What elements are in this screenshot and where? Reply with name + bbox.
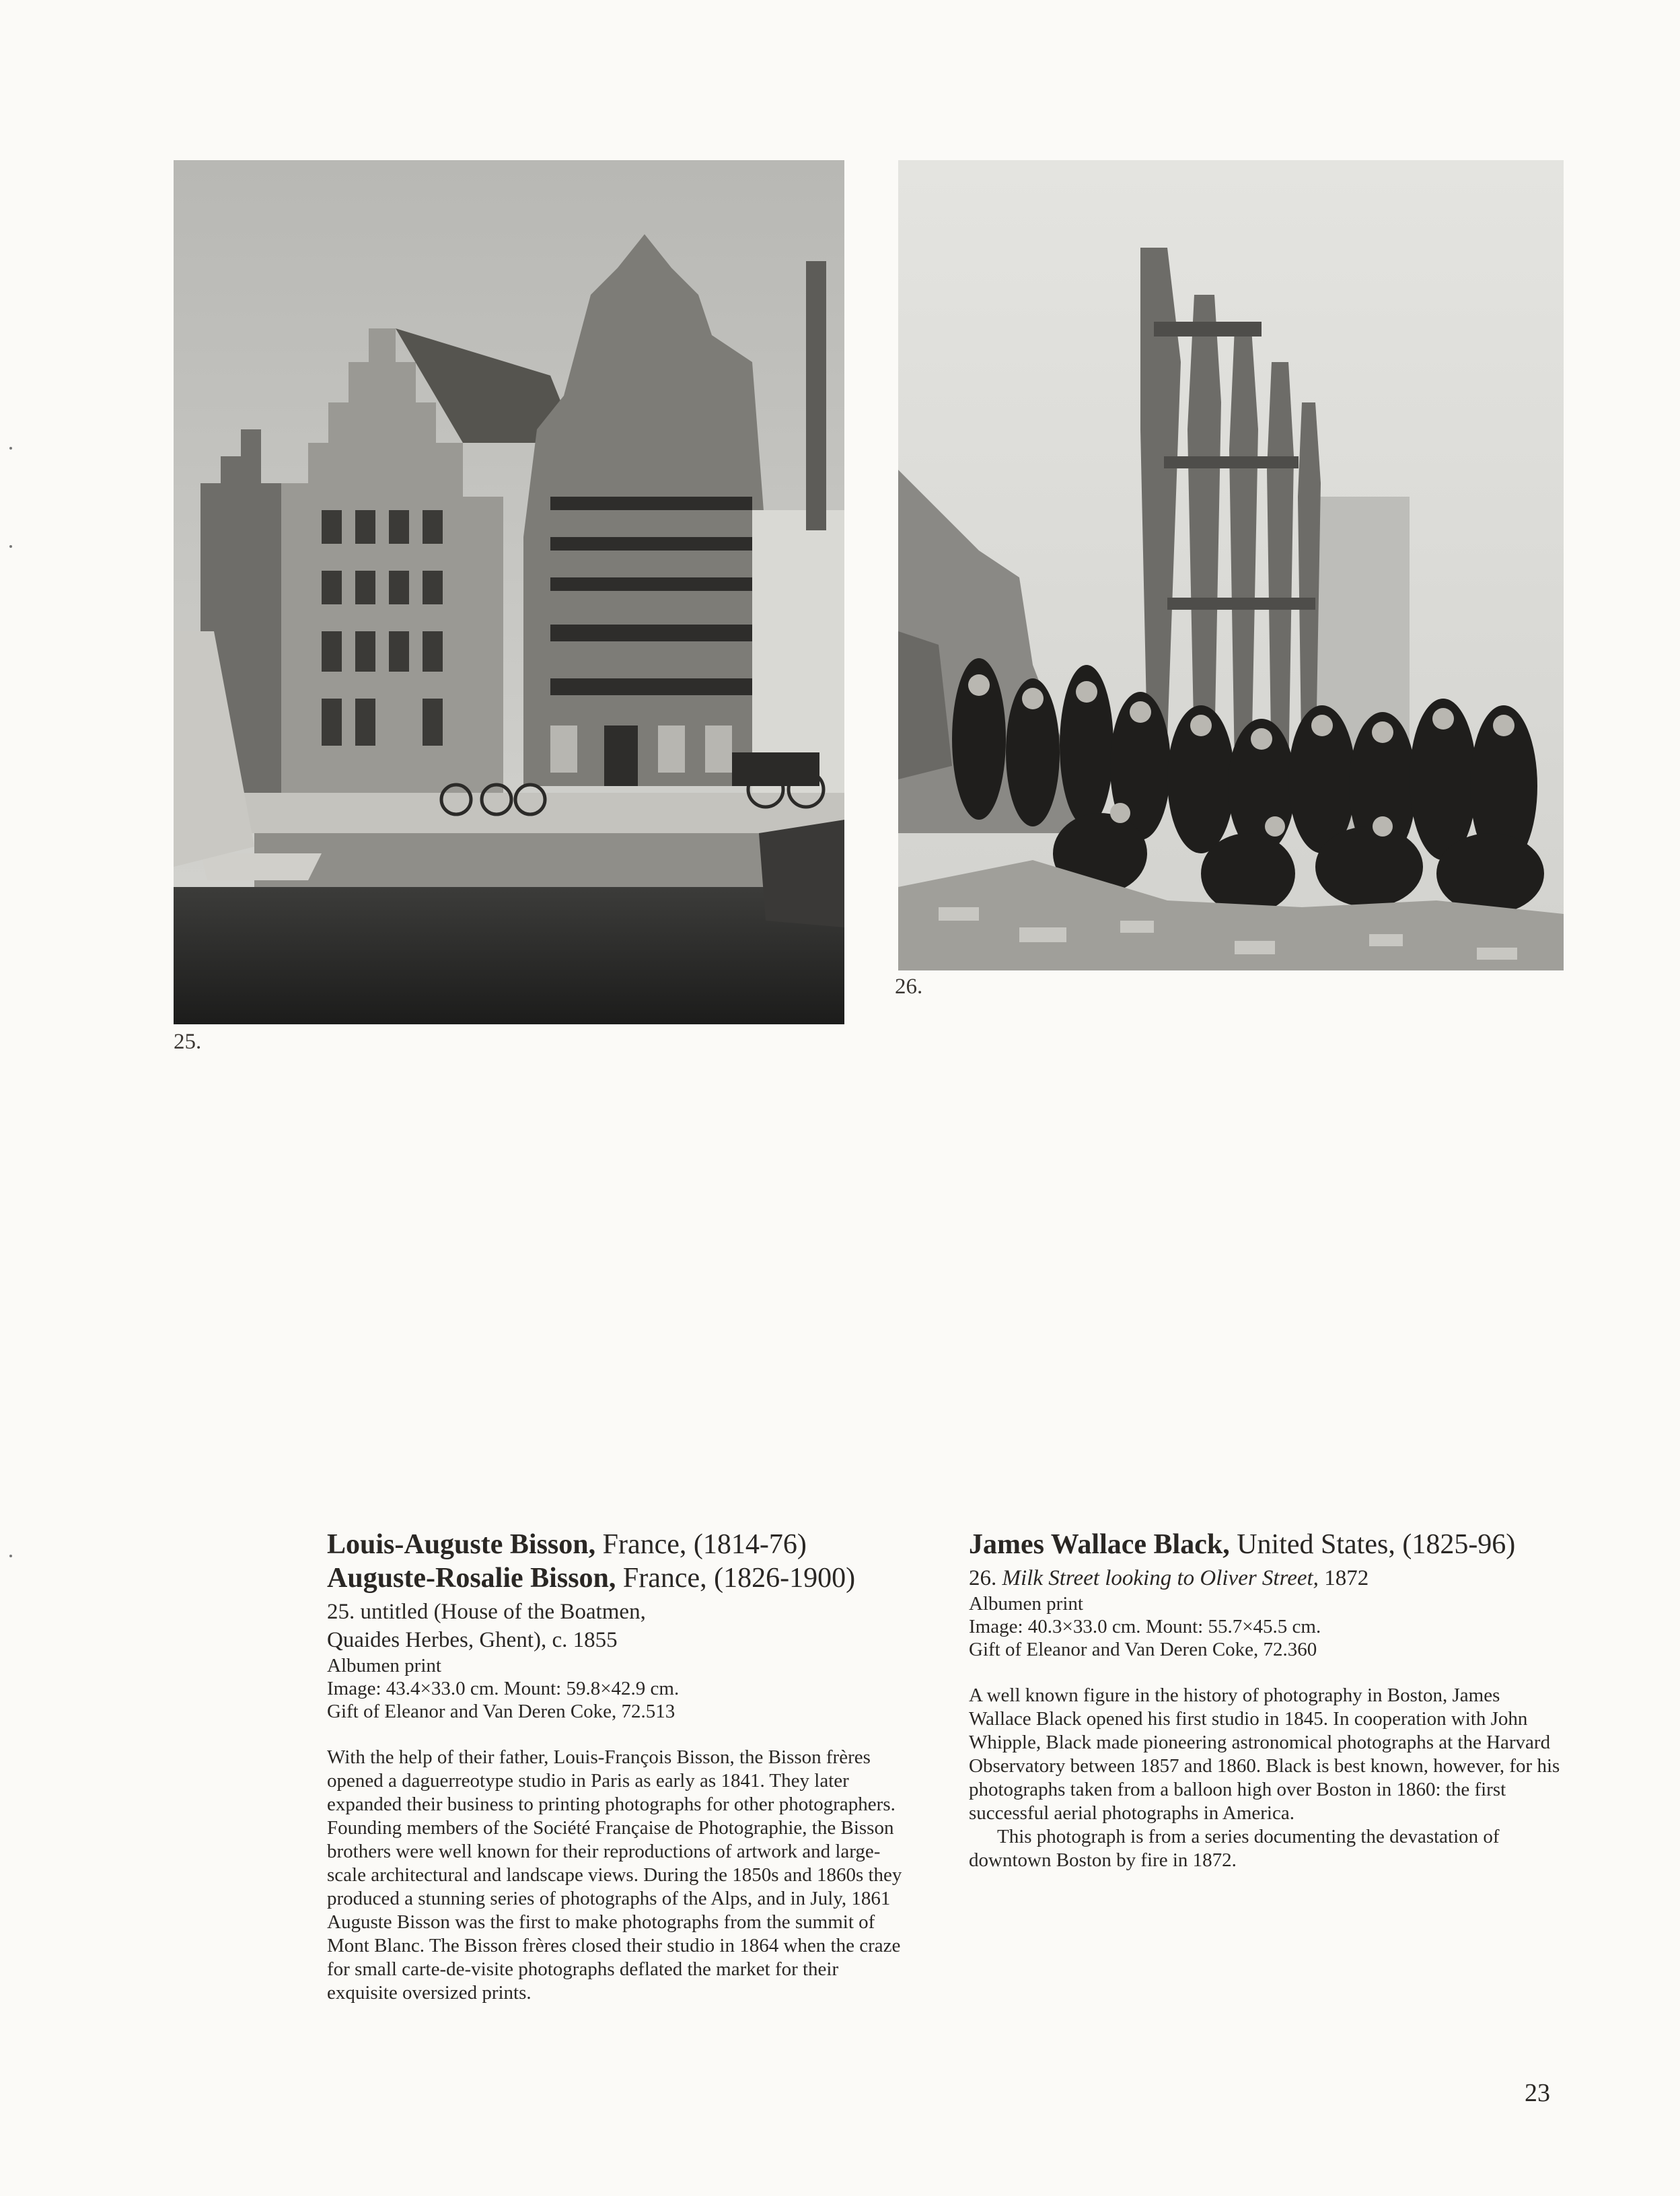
plate-25-photo	[174, 160, 844, 1024]
scan-speck	[9, 1555, 12, 1557]
bisson-entry	[327, 1528, 906, 2005]
work-title	[327, 1598, 906, 1654]
biography-paragraph: With the help of their father, Louis-François Bisson, the Bisson frères opened a daguerreotype studio in Paris as early as 1841. They later expanded their business to printing photographs for other photographers. Founding members of the Société Française de Photographie, the Bisson brothers were well known for their reproductions of artwork and large-scale architectural and landscape views. During the 1850s and 1860s they produced a stunning series of photographs of the Alps, and in July, 1861 Auguste Bisson was the first to make photographs from the summit of Mont Blanc. The Bisson frères closed their studio in 1864 when the craze for small carte-de-visite photographs deflated the market for their exquisite oversized prints.	[327, 1746, 902, 2004]
plate-26-number: 26.	[895, 975, 923, 999]
work-number: 26.	[969, 1566, 1002, 1590]
medium: Albumen print	[327, 1655, 441, 1676]
work-title-text: Milk Street looking to Oliver Street,	[1002, 1566, 1319, 1590]
medium: Albumen print	[969, 1593, 1083, 1615]
artist-heading	[969, 1528, 1561, 1561]
dimensions: Image: 43.4×33.0 cm. Mount: 59.8×42.9 cm.	[327, 1678, 680, 1699]
artist-info: France, (1826-1900)	[616, 1563, 856, 1594]
artist-info: United States, (1825-96)	[1229, 1529, 1516, 1560]
work-title	[969, 1564, 1561, 1592]
artist-heading-2	[327, 1561, 906, 1595]
dimensions: Image: 40.3×33.0 cm. Mount: 55.7×45.5 cm.	[969, 1616, 1321, 1637]
scan-speck	[9, 545, 12, 548]
artist-heading-1	[327, 1528, 906, 1561]
page-number: 23	[1525, 2079, 1550, 2107]
plate-25-number: 25.	[174, 1030, 202, 1054]
artist-info: France, (1814-76)	[595, 1529, 807, 1560]
biography-text	[327, 1746, 906, 2005]
work-title-line: 25. untitled (House of the Boatmen,	[327, 1600, 646, 1624]
canal-guildhouses-photo-icon	[174, 160, 844, 1024]
black-entry	[969, 1528, 1561, 1872]
plate-26-photo	[898, 160, 1564, 970]
biography-text	[969, 1684, 1561, 1872]
artist-name: Louis-Auguste Bisson,	[327, 1529, 596, 1560]
work-title-line: Quaides Herbes, Ghent), c. 1855	[327, 1628, 618, 1652]
artist-name: James Wallace Black,	[969, 1529, 1230, 1560]
credit-line: Gift of Eleanor and Van Deren Coke, 72.360	[969, 1639, 1317, 1660]
fire-ruins-group-photo-icon	[898, 160, 1564, 970]
credit-line: Gift of Eleanor and Van Deren Coke, 72.513	[327, 1701, 675, 1722]
biography-paragraph: A well known figure in the history of photography in Boston, James Wallace Black opened his first studio in 1845. In cooperation with John Whipple, Black made pioneering astronomical photographs at the Harvard Observatory between 1857 and 1860. Black is best known, however, for his photographs taken from a balloon high over Boston in 1860: the first successful aerial photographs in America.	[969, 1685, 1560, 1824]
artist-name: Auguste-Rosalie Bisson,	[327, 1563, 616, 1594]
biography-paragraph: This photograph is from a series documenting the devastation of downtown Boston by fire in 1872.	[969, 1826, 1500, 1871]
scan-speck	[9, 447, 12, 450]
work-year: 1872	[1318, 1566, 1369, 1590]
